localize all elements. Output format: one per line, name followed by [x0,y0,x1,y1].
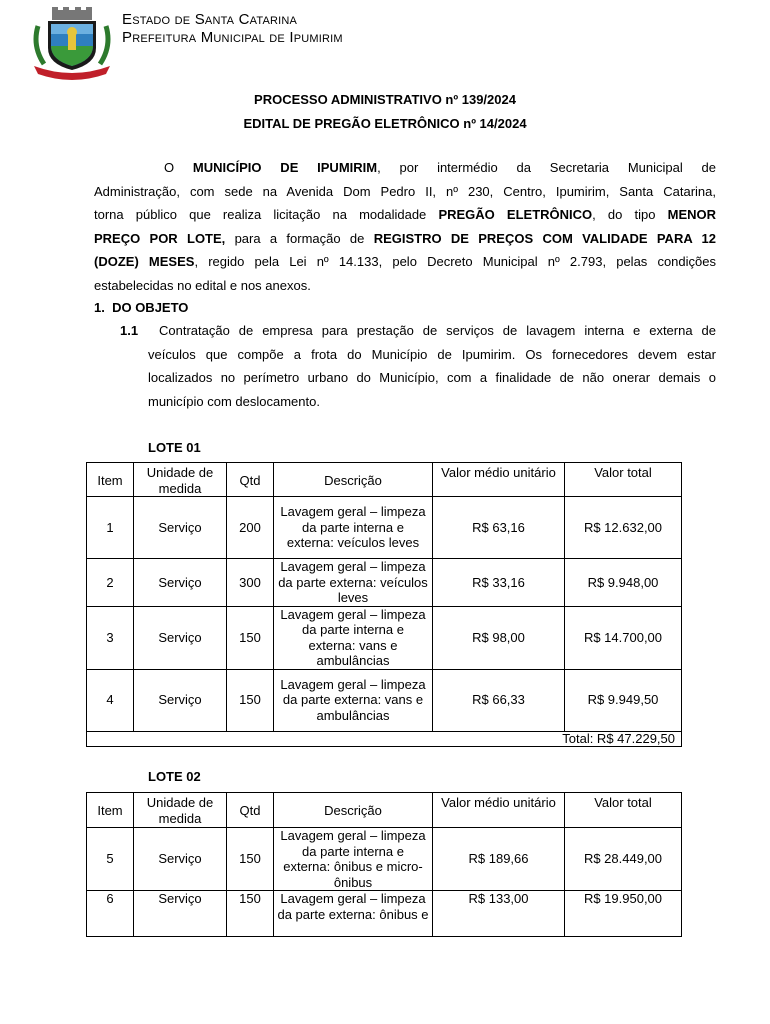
col-total: Valor total [565,793,682,828]
col-qty: Qtd [227,793,274,828]
registry-text: (DOZE) MESES [94,254,195,269]
cell-total: R$ 19.950,00 [565,891,682,937]
col-total: Valor total [565,463,682,497]
object-paragraph [148,319,716,413]
intro-paragraph [94,156,716,297]
cell-qty: 150 [227,828,274,891]
cell-qty: 300 [227,559,274,607]
intro-text: torna público que realiza licitação na modalidade [94,207,439,222]
col-desc: Descrição [274,793,433,828]
section-title: DO OBJETO [112,300,189,315]
cell-item: 6 [87,891,134,937]
registry-text: REGISTRO DE PREÇOS COM VALIDADE PARA 12 [373,230,716,246]
municipal-coat-of-arms [30,6,114,80]
cell-total: R$ 28.449,00 [565,828,682,891]
cell-unit: Serviço [134,891,227,937]
cell-qty: 150 [227,891,274,937]
cell-avg: R$ 63,16 [433,497,565,559]
cell-item: 5 [87,828,134,891]
lote-01-title: LOTE 01 [148,440,201,455]
process-title: PROCESSO ADMINISTRATIVO nº 139/2024 [254,92,516,107]
cell-desc: Lavagem geral – limpeza da parte interna e externa: ônibus e micro-ônibus [274,828,433,891]
intro-text: O [164,160,193,175]
intro-text: , regido pela Lei nº 14.133, pelo Decreto Municipal nº 2.793, pelas condições [194,254,716,269]
intro-text: para a formação de [225,230,374,246]
object-line: município com deslocamento. [148,393,320,409]
cell-qty: 200 [227,497,274,559]
col-avg: Valor médio unitário [433,793,565,828]
cell-qty: 150 [227,606,274,669]
cell-desc: Lavagem geral – limpeza da parte externa: vans e ambulâncias [274,669,433,731]
table-row [87,559,682,607]
cell-avg: R$ 189,66 [433,828,565,891]
cell-desc: Lavagem geral – limpeza da parte externa: ônibus e [274,891,433,937]
object-line: veículos que compõe a frota do Município de Ipumirim. Os fornecedores devem estar [148,346,716,362]
modality: PREGÃO ELETRÔNICO [438,207,593,222]
prefecture-header: Prefeitura Municipal de Ipumirim [122,29,343,46]
cell-total: R$ 9.949,50 [565,669,682,731]
cell-item: 3 [87,606,134,669]
table-total-row [87,731,682,746]
cell-unit: Serviço [134,497,227,559]
cell-desc: Lavagem geral – limpeza da parte interna e externa: vans e ambulâncias [274,606,433,669]
cell-item: 4 [87,669,134,731]
cell-unit: Serviço [134,828,227,891]
cell-avg: R$ 98,00 [433,606,565,669]
cell-avg: R$ 66,33 [433,669,565,731]
item-number: 1.1 [120,323,139,338]
state-header: Estado de Santa Catarina [122,11,298,28]
cell-total: R$ 9.948,00 [565,559,682,607]
cell-qty: 150 [227,669,274,731]
type-text: PREÇO POR LOTE, [94,230,226,246]
lote-01-table [86,462,682,747]
section-number: 1. [94,300,105,315]
intro-text: , do tipo [592,207,668,222]
col-desc: Descrição [274,463,433,497]
cell-desc: Lavagem geral – limpeza da parte interna e externa: veículos leves [274,497,433,559]
municipality-name: MUNICÍPIO DE IPUMIRIM [192,160,378,175]
cell-total: R$ 12.632,00 [565,497,682,559]
col-avg: Valor médio unitário [433,463,565,497]
cell-item: 1 [87,497,134,559]
cell-total: R$ 14.700,00 [565,606,682,669]
col-unit: Unidade de medida [134,793,227,828]
section-heading [94,300,188,315]
cell-unit: Serviço [134,559,227,607]
cell-avg: R$ 133,00 [433,891,565,937]
cell-desc: Lavagem geral – limpeza da parte externa: veículos leves [274,559,433,607]
table-row [87,606,682,669]
cell-unit: Serviço [134,669,227,731]
table-row [87,669,682,731]
lote-02-table [86,792,682,937]
type-text: MENOR [667,207,716,222]
intro-text: , por intermédio da Secretaria Municipal de [377,160,716,175]
table-row [87,891,682,937]
lote-02-title: LOTE 02 [148,769,201,784]
table-header-row [87,793,682,828]
object-line: localizados no perímetro urbano do Município, com a finalidade de não onerar demais o [148,370,716,385]
cell-avg: R$ 33,16 [433,559,565,607]
lote-01-total: Total: R$ 47.229,50 [87,731,682,746]
col-item: Item [87,463,134,497]
edital-title: EDITAL DE PREGÃO ELETRÔNICO nº 14/2024 [243,116,527,131]
intro-line: Administração, com sede na Avenida Dom Pedro II, nº 230, Centro, Ipumirim, Santa Catarina, [94,183,716,199]
col-unit: Unidade de medida [134,463,227,497]
cell-item: 2 [87,559,134,607]
object-line: Contratação de empresa para prestação de serviços de lavagem interna e externa de [159,323,716,338]
table-row [87,828,682,891]
col-qty: Qtd [227,463,274,497]
table-row [87,497,682,559]
col-item: Item [87,793,134,828]
intro-line: estabelecidas no edital e nos anexos. [94,277,311,293]
cell-unit: Serviço [134,606,227,669]
table-header-row [87,463,682,497]
